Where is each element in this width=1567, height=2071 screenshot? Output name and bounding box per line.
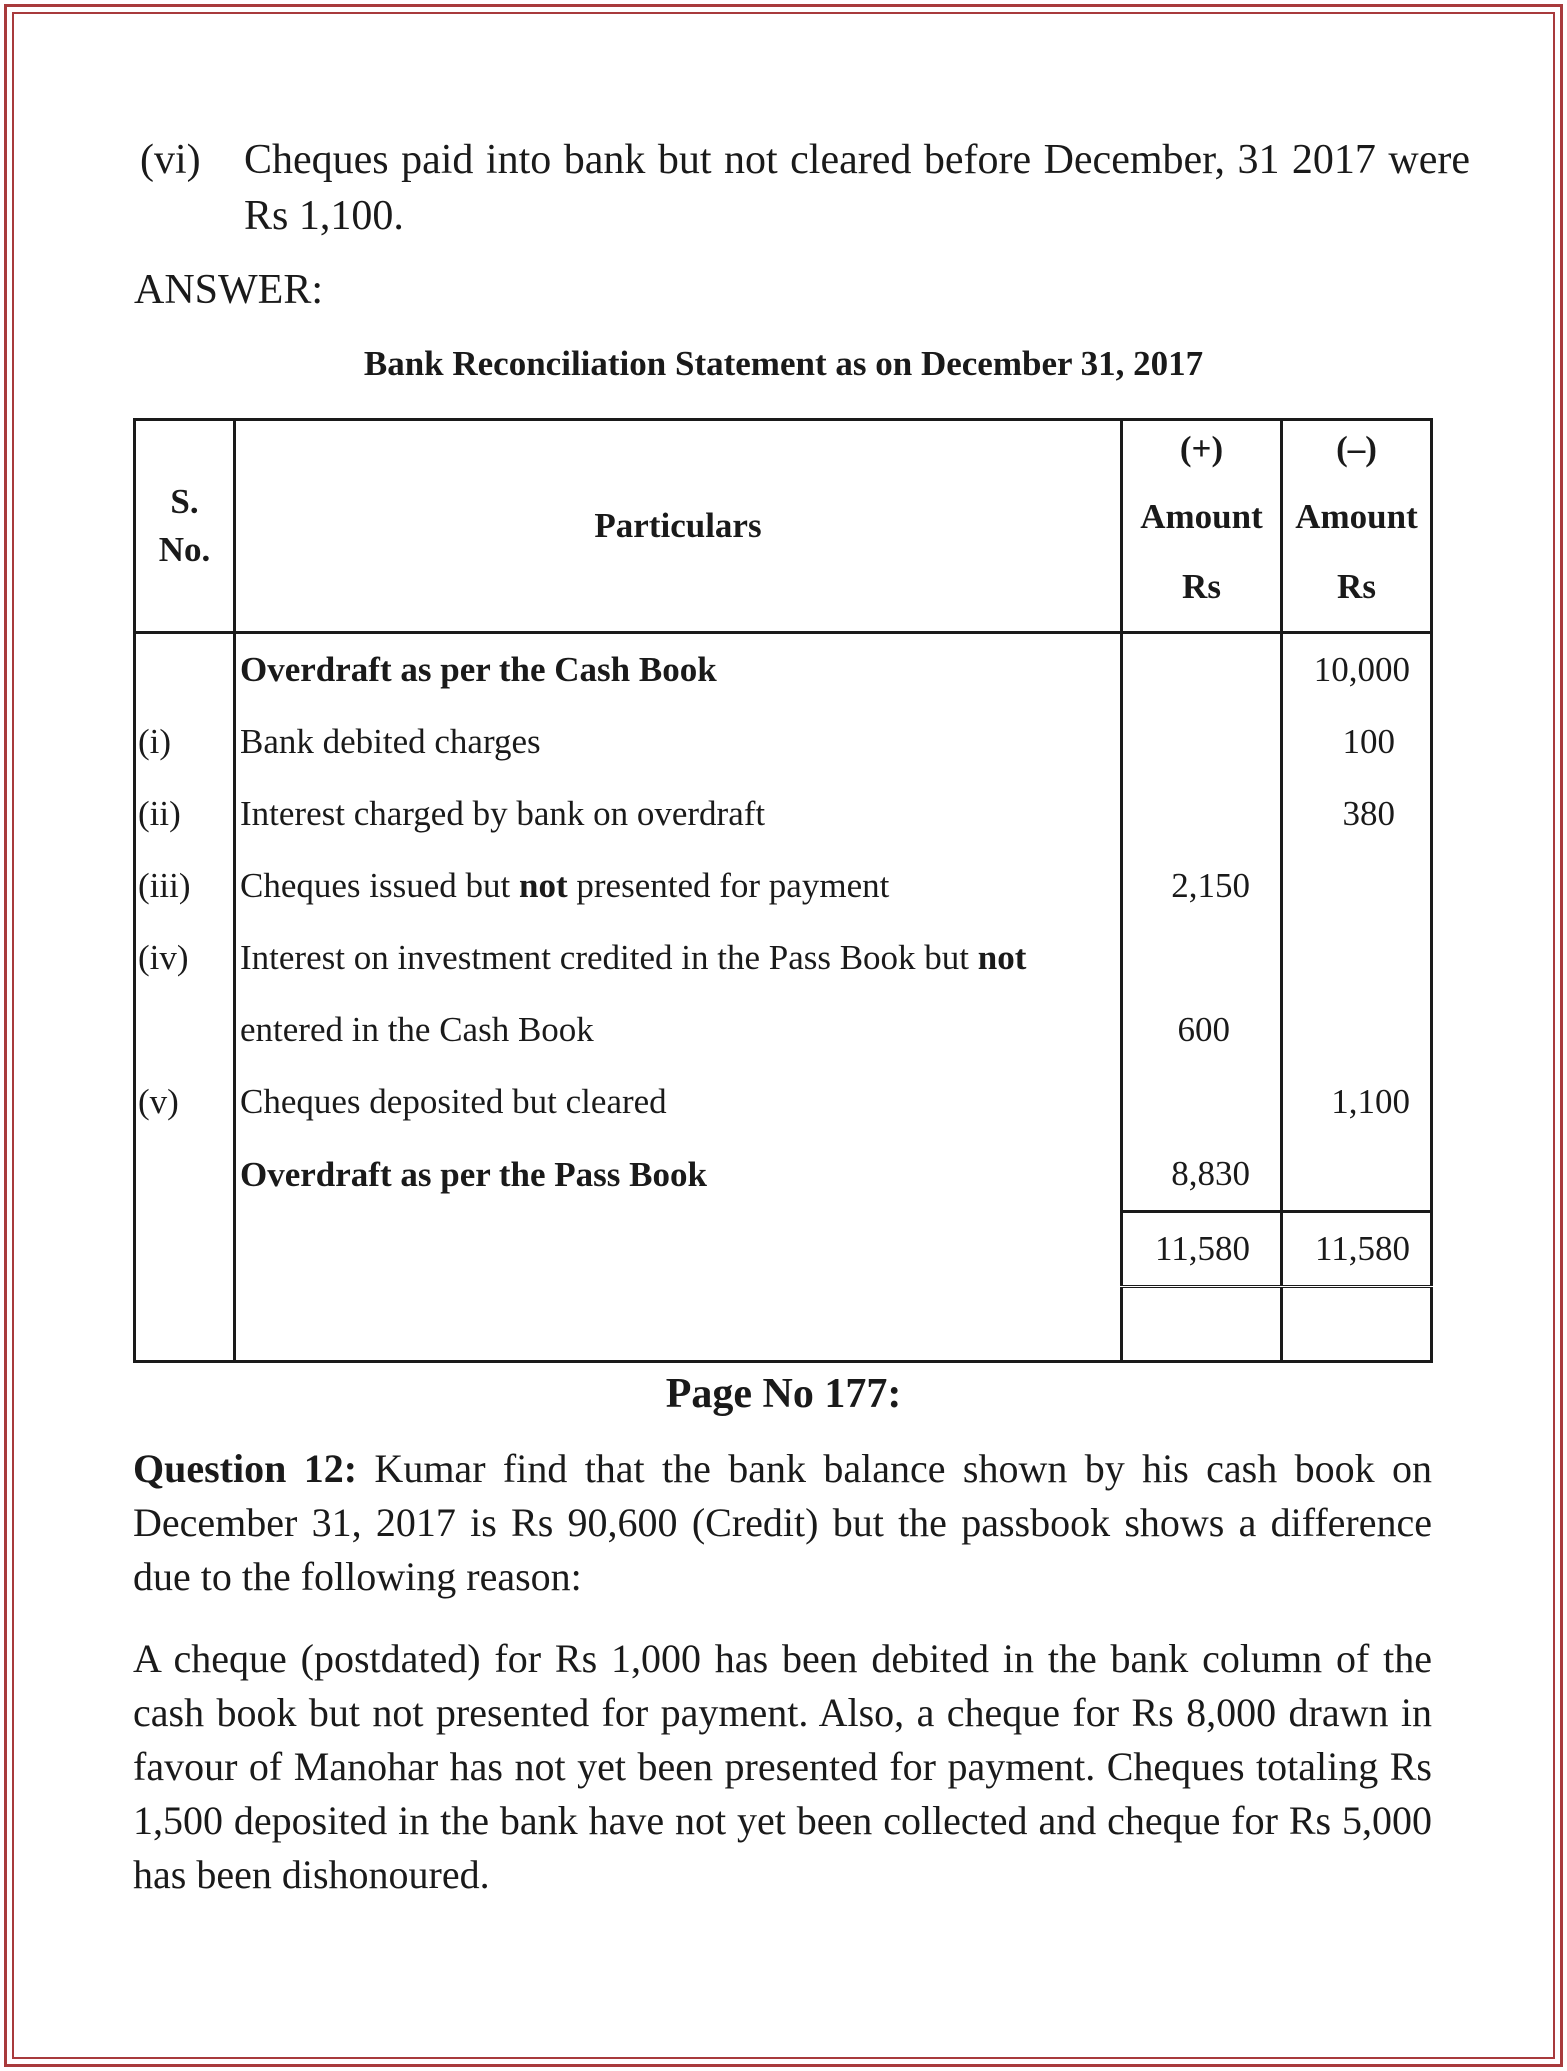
total-plus: 11,580	[1122, 1212, 1282, 1287]
table-row: (i) Bank debited charges 100	[135, 706, 1432, 778]
answer-label: ANSWER:	[134, 267, 323, 313]
reconciliation-table	[133, 418, 1433, 1363]
table-row: (v) Cheques deposited but cleared 1,100	[135, 1066, 1432, 1138]
table-row: (iii) Cheques issued but not presented for payment 2,150	[135, 850, 1432, 922]
table-row: Overdraft as per the Pass Book 8,830	[135, 1138, 1432, 1212]
header-sno: S. No.	[135, 420, 235, 633]
table-row: Overdraft as per the Cash Book 10,000	[135, 633, 1432, 707]
table-row: (ii) Interest charged by bank on overdraft 380	[135, 778, 1432, 850]
statement-title: Bank Reconciliation Statement as on December 31, 2017	[363, 344, 1204, 383]
question-12-details: A cheque (postdated) for Rs 1,000 has been debited in the bank column of the cash book but not presented for payment. Also, a cheque for Rs 8,000 drawn in favour of Manohar has not yet been presented for payment. Cheques totaling Rs 1,500 deposited in the bank have not yet been collected and cheque for Rs 5,000 has been dishonoured.	[133, 1636, 1432, 1897]
amount-label: Amount	[1295, 497, 1418, 536]
table-row: (iv) Interest on investment credited in the Pass Book but not	[135, 922, 1432, 994]
header-particulars: Particulars	[235, 420, 1122, 633]
blank-row	[135, 1287, 1432, 1362]
page-number: Page No 177:	[665, 1371, 902, 1417]
question-label: Question 12:	[133, 1446, 358, 1491]
amount-label: Amount	[1140, 497, 1263, 536]
currency-label: Rs	[1182, 567, 1221, 606]
table-row: entered in the Cash Book 600	[135, 994, 1432, 1066]
currency-label: Rs	[1337, 567, 1376, 606]
header-plus-amount	[1122, 420, 1282, 633]
question-text: Kumar find that the bank balance shown by his cash book on December 31, 2017 is Rs 90,600 (Credit) but the passbook shows a difference due to the following reason:	[133, 1446, 1432, 1599]
item-text: Cheques paid into bank but not cleared before December, 31 2017 were Rs 1,100.	[244, 137, 1470, 239]
question-12	[133, 1442, 1432, 1604]
totals-row	[135, 1212, 1432, 1287]
total-minus: 11,580	[1282, 1212, 1432, 1287]
plus-sign: (+)	[1179, 429, 1224, 468]
header-minus-amount	[1282, 420, 1432, 633]
table-header-row	[135, 420, 1432, 633]
minus-sign: (–)	[1336, 429, 1377, 468]
item-number: (vi)	[140, 137, 201, 183]
